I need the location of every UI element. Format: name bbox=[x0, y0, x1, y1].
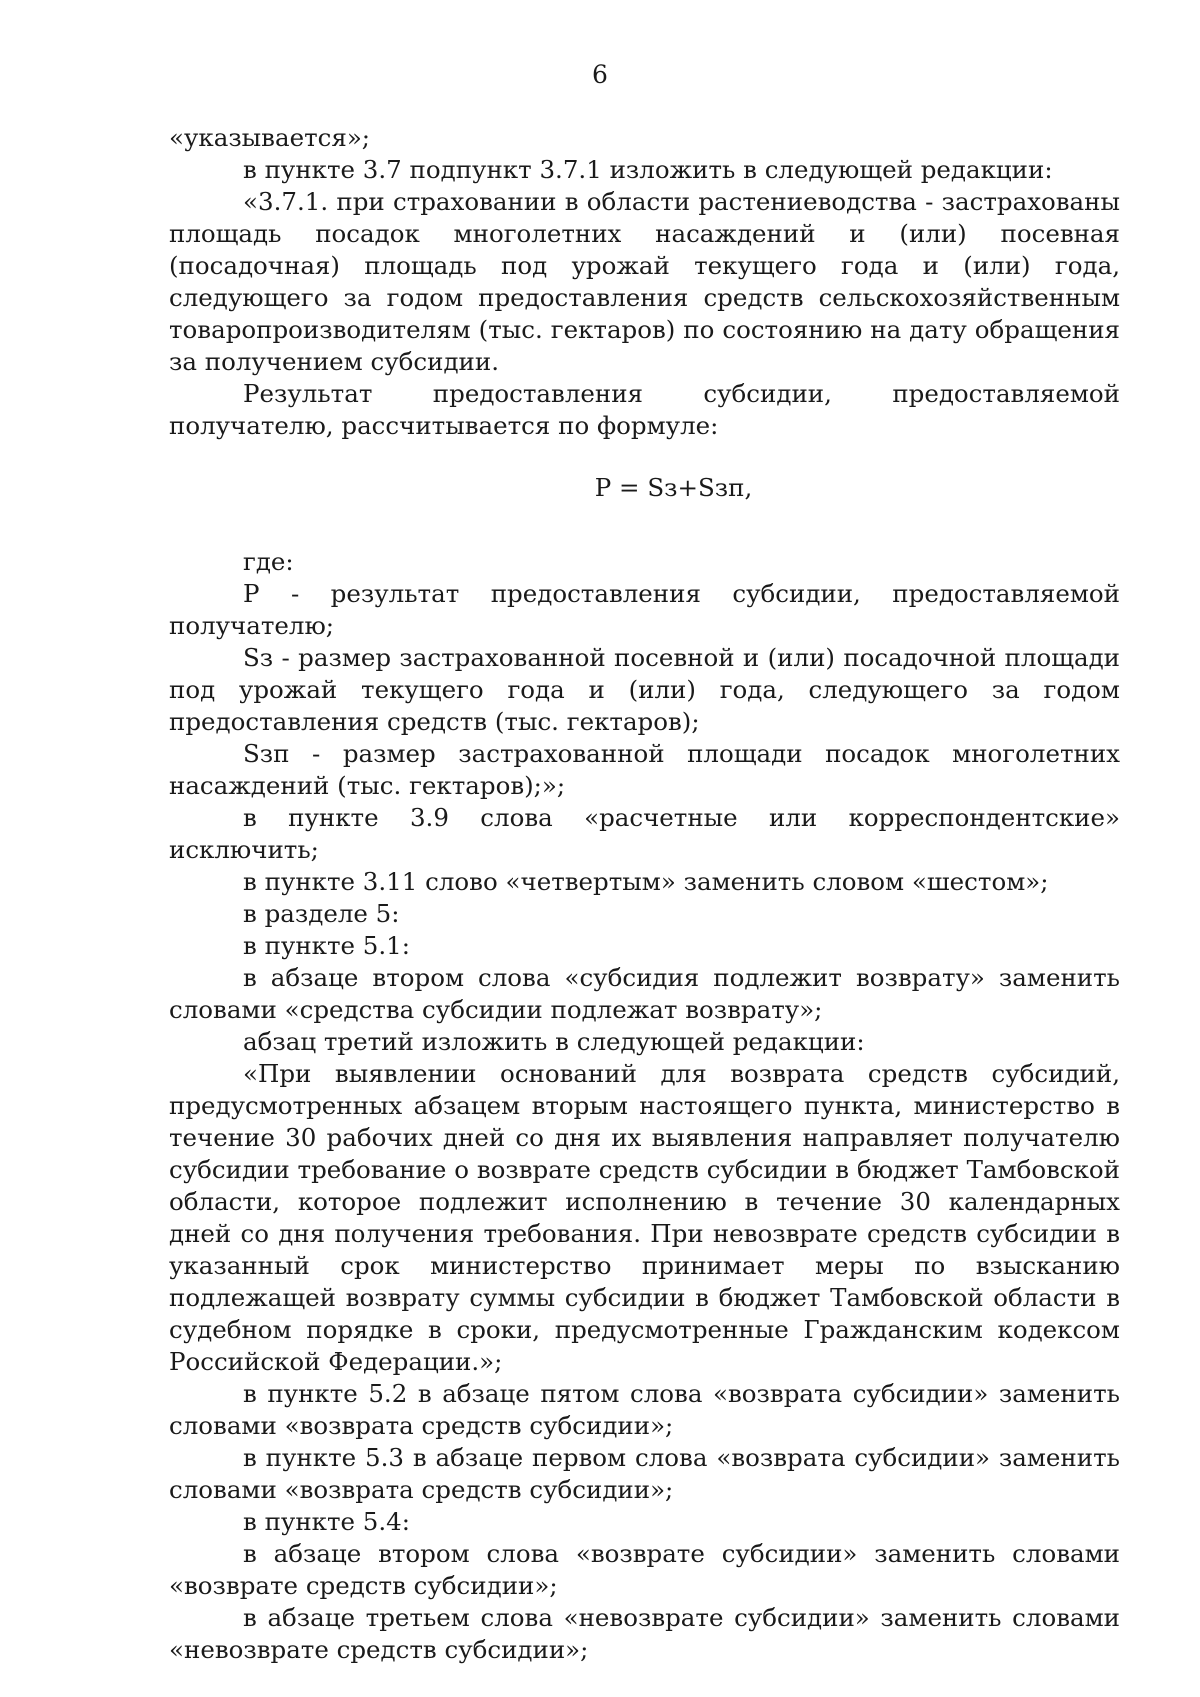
paragraph-5-1-third-intro: абзац третий изложить в следующей редакции: bbox=[243, 1027, 865, 1056]
paragraph-3-7-1: «3.7.1. при страховании в области растениеводства - застрахованы площадь посадок многолетних насаждений и (или) посевная (посадочная) площадь под урожай текущего года и (или) года, следующего за годом предоставления средств сельскохозяйственным товаропроизводителям (тыс. гектаров) по состоянию на дату обращения за получением субсидии. bbox=[169, 187, 1120, 376]
paragraph-section-5: в разделе 5: bbox=[243, 899, 400, 928]
page-number: 6 bbox=[592, 60, 608, 89]
formula: P = Sз+Sзп, bbox=[594, 473, 753, 502]
paragraph-5-4-third: в абзаце третьем слова «невозврате субсидии» заменить словами «невозврате средств субсидии»; bbox=[169, 1603, 1120, 1664]
paragraph-amend-5-2: в пункте 5.2 в абзаце пятом слова «возврата субсидии» заменить словами «возврата средств субсидии»; bbox=[169, 1379, 1120, 1440]
paragraph-amend-5-3: в пункте 5.3 в абзаце первом слова «возврата субсидии» заменить словами «возврата средств субсидии»; bbox=[169, 1443, 1120, 1504]
paragraph-item-5-4: в пункте 5.4: bbox=[243, 1507, 411, 1536]
paragraph-5-1-third-text: «При выявлении оснований для возврата средств субсидий, предусмотренных абзацем вторым настоящего пункта, министерство в течение 30 рабочих дней со дня их выявления направляет получателю субсидии требование о возврате средств субсидии в бюджет Тамбовской области, которое подлежит исполнению в течение 30 календарных дней со дня получения требования. При невозврате средств субсидии в указанный срок министерство принимает меры по взысканию подлежащей возврату суммы субсидии в бюджет Тамбовской области в судебном порядке в сроки, предусмотренные Гражданским кодексом Российской Федерации.»; bbox=[169, 1059, 1120, 1376]
paragraph-amend-3-11: в пункте 3.11 слово «четвертым» заменить словом «шестом»; bbox=[243, 867, 1049, 896]
definition-szp: Sзп - размер застрахованной площади посадок многолетних насаждений (тыс. гектаров);»; bbox=[169, 739, 1120, 800]
definition-sz: Sз - размер застрахованной посевной и (или) посадочной площади под урожай текущего года и (или) года, следующего за годом предоставления средств (тыс. гектаров); bbox=[169, 643, 1120, 736]
document-body bbox=[169, 122, 1120, 1666]
paragraph-5-4-second: в абзаце втором слова «возврате субсидии» заменить словами «возврате средств субсидии»; bbox=[169, 1539, 1120, 1600]
paragraph-amend-3-7: в пункте 3.7 подпункт 3.7.1 изложить в следующей редакции: bbox=[243, 155, 1053, 184]
definition-p: P - результат предоставления субсидии, предоставляемой получателю; bbox=[169, 579, 1120, 640]
paragraph-continuation: «указывается»; bbox=[169, 123, 371, 152]
paragraph-item-5-1: в пункте 5.1: bbox=[243, 931, 411, 960]
paragraph-amend-3-9: в пункте 3.9 слова «расчетные или корреспондентские» исключить; bbox=[169, 803, 1120, 864]
paragraph-result: Результат предоставления субсидии, предоставляемой получателю, рассчитывается по формуле: bbox=[169, 379, 1120, 440]
paragraph-5-1-second: в абзаце втором слова «субсидия подлежит возврату» заменить словами «средства субсидии подлежат возврату»; bbox=[169, 963, 1120, 1024]
paragraph-where: где: bbox=[243, 547, 294, 576]
